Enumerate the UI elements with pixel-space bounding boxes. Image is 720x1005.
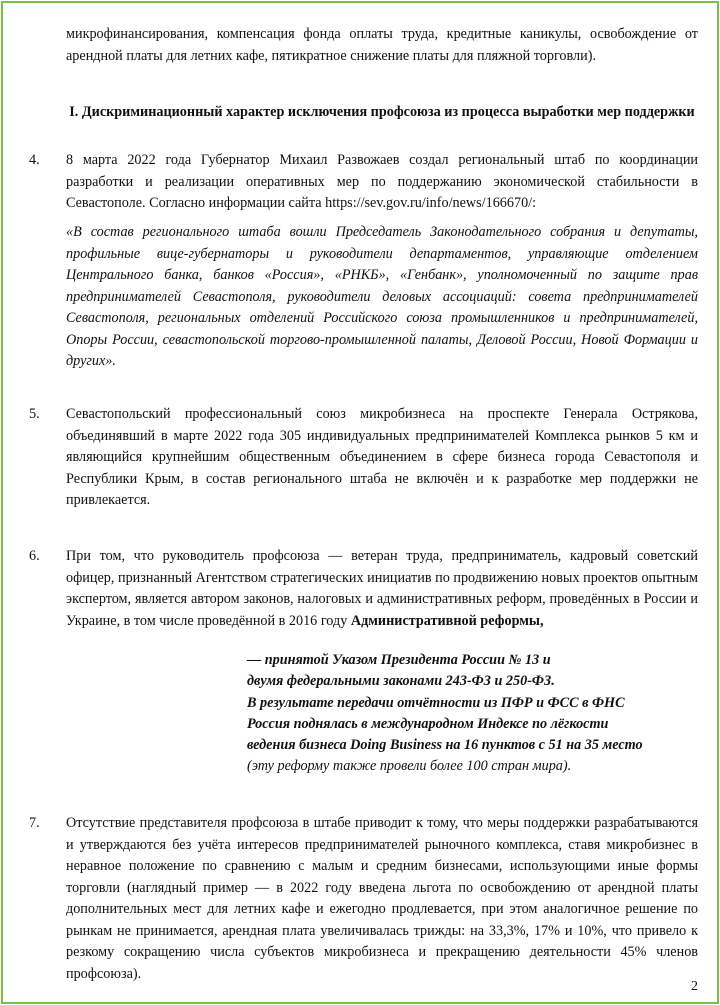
decree-line: В результате передачи отчётности из ПФР и ФСС в ФНС xyxy=(247,694,625,711)
intro-paragraph: микрофинансирования, компенсация фонда оплаты труда, кредитные каникулы, освобождение от арендной платы для летних кафе, пятикратное снижение платы для пляжной торговли). xyxy=(66,26,698,64)
decree-line: Россия поднялась в международном Индексе по лёгкости xyxy=(247,715,609,732)
item-7-text: Отсутствие представителя профсоюза в штабе приводит к тому, что меры поддержки разрабатываются и утверждаются без учёта интересов предпринимателей рыночного комплекса, ставя микробизнес в неравное положение по сравнению с малым и средним бизнесами, использующими иные формы торговли (наглядный пример — в 2022 году введена льгота по освобождению от арендной платы дополнительных мест для летних кафе и ежегодно продлевается, при этом аналогичное решение по рынкам не принимается, арендная плата увеличивалась трижды: на 33,3%, 17% и 10%, что привело к резкому сокращению числа субъектов микробизнеса и прекращению деятельности 45% членов профсоюза). xyxy=(66,815,698,982)
item-4-text: 8 марта 2022 года Губернатор Михаил Развожаев создал региональный штаб по координации разработки и реализации оперативных мер по поддержанию экономической стабильности в Севастополе. Согласно информации сайта https://sev.gov.ru/info/news/166670/: xyxy=(66,152,698,211)
decree-line: двумя федеральными законами 243-ФЗ и 250-ФЗ. xyxy=(247,673,555,690)
decree-line: — принятой Указом Президента России № 13 и xyxy=(247,652,551,668)
item-number-7: 7. xyxy=(29,815,40,831)
page-number: 2 xyxy=(691,979,698,994)
section-heading: I. Дискриминационный характер исключения профсоюза из процесса выработки мер поддержки xyxy=(69,104,695,120)
item-6-bold-text: Административной реформы, xyxy=(350,612,544,629)
item-number-5: 5. xyxy=(29,406,40,422)
item-6-text-body: При том, что руководитель профсоюза — ветеран труда, предприниматель, кадровый советский офицер, признанный Агентством стратегических инициатив по продвижению новых проектов опытным экспертом, является автором законов, налоговых и административных реформ, проведённых в России и Украине, в том числе проведённой в 2016 году xyxy=(66,548,698,629)
decree-block xyxy=(247,650,707,778)
item-number-6: 6. xyxy=(29,548,40,564)
item-5-text: Севастопольский профессиональный союз микробизнеса на проспекте Генерала Острякова, объединявший в марте 2022 года 305 индивидуальных предпринимателей Комплекса рынков 5 км и являющийся крупнейшим общественным объединением в сфере бизнеса города Севастополя и Республики Крым, в состав регионального штаба не включён и к разработке мер поддержки не привлекается. xyxy=(66,406,698,508)
item-4-quote: «В состав регионального штаба вошли Председатель Законодательного собрания и депутаты, профильные вице-губернаторы и руководители департаментов, управляющие отделением Центрального банка, банков «Россия», «РНКБ», «Генбанк», уполномоченный по защите прав предпринимателей Севастополя, руководители деловых ассоциаций: совета предпринимателей Севастополя, региональных отделений Российского союза промышленников и предпринимателей, Опоры России, севастопольской торгово-промышленной палаты, Деловой России, Новой Формации и других». xyxy=(66,224,698,369)
item-number-4: 4. xyxy=(29,152,40,168)
decree-line: ведения бизнеса Doing Business на 16 пунктов с 51 на 35 место xyxy=(247,737,643,754)
item-6-text xyxy=(66,546,698,632)
decree-note: (эту реформу также провели более 100 стран мира). xyxy=(247,758,572,775)
